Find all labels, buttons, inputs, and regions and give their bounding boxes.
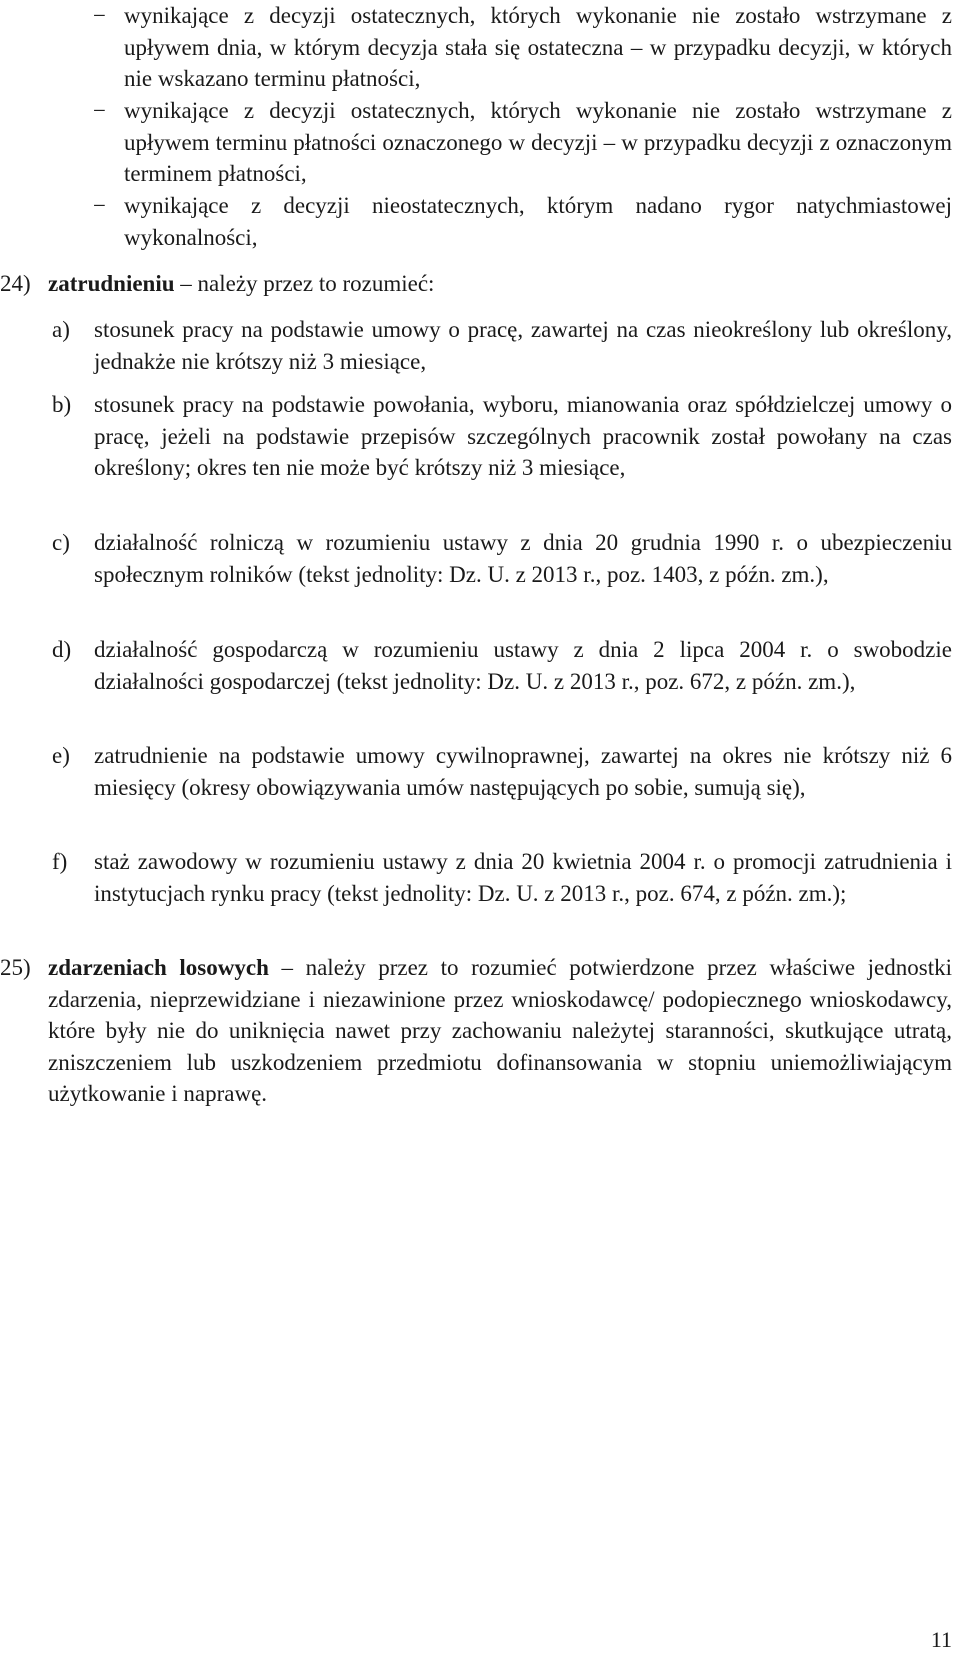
item-number: 24) xyxy=(0,271,31,296)
defined-term: zdarzeniach losowych xyxy=(48,955,269,980)
letter-item: stosunek pracy na podstawie umowy o pracę, zawartej na czas nieokreślony lub określony, jednakże nie krótszy niż 3 miesiące, xyxy=(94,317,952,374)
letter-item: działalność gospodarczą w rozumieniu ustawy z dnia 2 lipca 2004 r. o swobodzie działalności gospodarczej (tekst jednolity: Dz. U. z 2013 r., poz. 672, z późn. zm.), xyxy=(94,637,952,694)
definition-text: – należy przez to rozumieć: xyxy=(174,271,435,296)
letter-item: stosunek pracy na podstawie powołania, wyboru, mianowania oraz spółdzielczej umowy o pracę, jeżeli na podstawie przepisów szczególnych pracownik został powołany na czas określony; okres ten nie może być krótszy niż 3 miesiące, xyxy=(94,392,952,480)
dash-item: wynikające z decyzji nieostatecznych, którym nadano rygor natychmiastowej wykonalności, xyxy=(124,193,952,250)
letter-item: staż zawodowy w rozumieniu ustawy z dnia 20 kwietnia 2004 r. o promocji zatrudnienia i instytucjach rynku pracy (tekst jednolity: Dz. U. z 2013 r., poz. 674, z późn. zm.); xyxy=(94,849,952,906)
letter-item: działalność rolniczą w rozumieniu ustawy z dnia 20 grudnia 1990 r. o ubezpieczeniu społecznym rolników (tekst jednolity: Dz. U. z 2013 r., poz. 1403, z późn. zm.), xyxy=(94,530,952,587)
letter-marker: f) xyxy=(52,849,68,874)
definition-paragraph xyxy=(48,952,952,1110)
defined-term: zatrudnieniu xyxy=(48,271,175,296)
definition-text: – należy przez to rozumieć potwierdzone przez właściwe jednostki zdarzenia, nieprzewidziane i niezawinione przez wnioskodawcę/ podopiecznego wnioskodawcy, które były nie do uniknięcia nawet przy zachowaniu należytej staranności, skutkujące utratą, zniszczeniem lub uszkodzeniem przedmiotu dofinansowania w stopniu uniemożliwiającym użytkowanie i naprawę. xyxy=(48,955,952,1106)
letter-marker: d) xyxy=(52,637,72,662)
letter-marker: c) xyxy=(52,530,70,555)
letter-marker: a) xyxy=(52,317,70,342)
dash-marker: − xyxy=(93,193,106,218)
dash-marker: − xyxy=(93,3,106,28)
page-number: 11 xyxy=(930,1627,952,1652)
dash-item: wynikające z decyzji ostatecznych, których wykonanie nie zostało wstrzymane z upływem dnia, w którym decyzja stała się ostateczna – w przypadku decyzji, w których nie wskazano terminu płatności, xyxy=(124,3,952,91)
dash-marker: − xyxy=(93,98,106,123)
letter-marker: e) xyxy=(52,743,70,768)
dash-item: wynikające z decyzji ostatecznych, których wykonanie nie zostało wstrzymane z upływem terminu płatności oznaczonego w decyzji – w przypadku decyzji z oznaczonym terminem płatności, xyxy=(124,98,952,186)
definition-paragraph xyxy=(48,268,952,300)
letter-item: zatrudnienie na podstawie umowy cywilnoprawnej, zawartej na okres nie krótszy niż 6 miesięcy (okresy obowiązywania umów następujących po sobie, sumują się), xyxy=(94,743,952,800)
item-number: 25) xyxy=(0,955,31,980)
letter-marker: b) xyxy=(52,392,72,417)
